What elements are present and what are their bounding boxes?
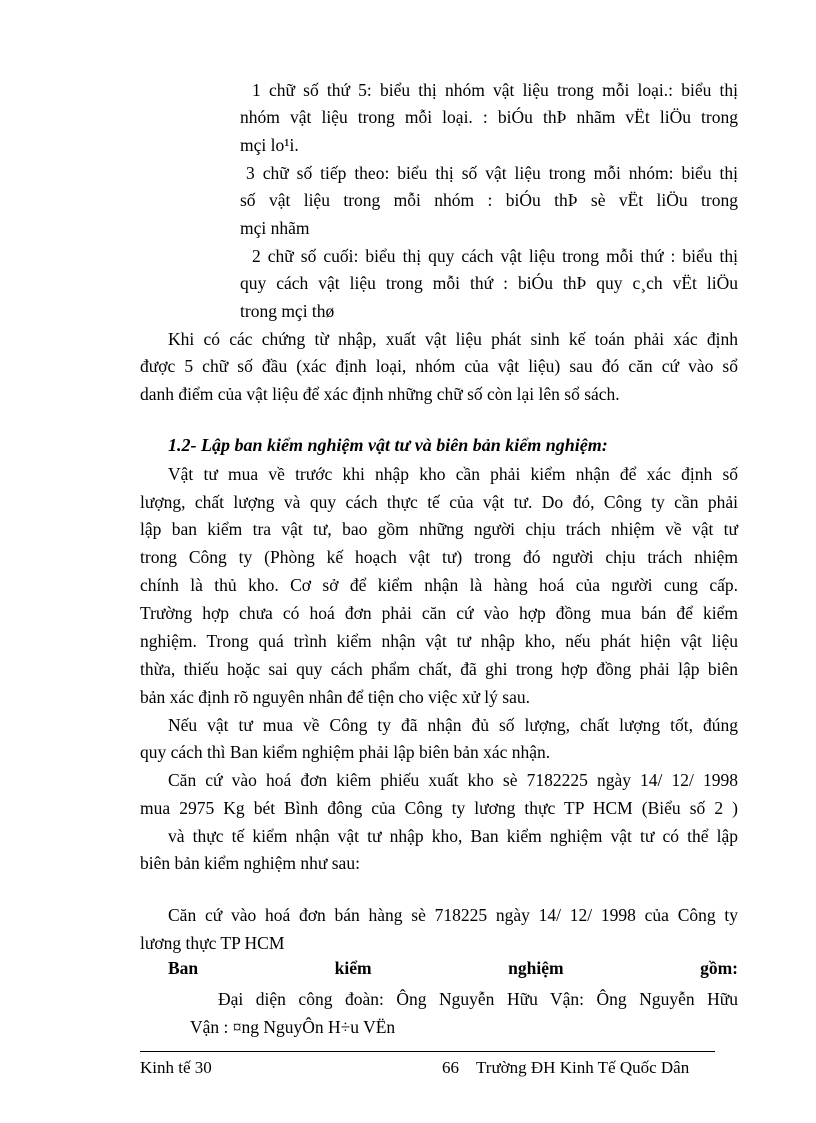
text-line: 2 chữ số cuối: biểu thị quy cách vật liệu trong mỗi thứ : biểu thị xyxy=(252,246,738,266)
text-line: thừa, thiếu hoặc sai quy cách phẩm chất, đã ghi trong hợp đồng phải lập biên xyxy=(140,659,738,679)
text-line: lượng, chất lượng và quy cách thực tế của vật tư. Do đó, Công ty cần phải xyxy=(140,492,738,512)
committee-heading xyxy=(168,957,738,979)
text-line: trong mçi thø xyxy=(240,301,335,321)
text-line: quy cách thì Ban kiểm nghiệm phải lập biên bản xác nhận. xyxy=(140,742,551,762)
text-line: Đại diện công đoàn: Ông Nguyễn Hữu Vận: Ông Nguyễn Hữu xyxy=(218,989,738,1009)
text-line: lương thực TP HCM xyxy=(140,933,285,953)
text-line: Vật tư mua về trước khi nhập kho cần phải kiểm nhận để xác định số xyxy=(168,464,738,484)
committee-word: Ban xyxy=(168,958,199,978)
committee-word: nghiệm xyxy=(508,958,564,978)
text-line: Căn cứ vào hoá đơn kiêm phiếu xuất kho sè 7182225 ngày 14/ 12/ 1998 xyxy=(168,770,738,790)
footer-left: Kinh tế 30 xyxy=(140,1058,212,1077)
text-line: lập ban kiểm tra vật tư, bao gồm những người chịu trách nhiệm về vật tư xyxy=(140,519,738,539)
text-line: biên bản kiểm nghiệm như sau: xyxy=(140,853,360,873)
text-line: nhóm vật liệu trong mỗi loại. : biÓu thÞ nhãm vËt liÖu trong xyxy=(240,107,738,127)
text-line: mua 2975 Kg bét Bình đông của Công ty lương thực TP HCM (Biểu số 2 ) xyxy=(140,798,738,818)
section-heading: 1.2- Lập ban kiểm nghiệm vật tư và biên bản kiểm nghiệm: xyxy=(168,435,608,455)
text-line: 3 chữ số tiếp theo: biểu thị số vật liệu trong mỗi nhóm: biểu thị xyxy=(246,163,738,183)
text-line: Trường hợp chưa có hoá đơn phải căn cứ vào hợp đồng mua bán để kiểm xyxy=(140,603,738,623)
text-line: Vận : ¤ng NguyÔn H÷u VËn xyxy=(190,1017,396,1037)
text-line: chính là thủ kho. Cơ sở để kiểm nhận là hàng hoá của người cung cấp. xyxy=(140,575,738,595)
page-number: 66 xyxy=(442,1058,459,1077)
text-line: Nếu vật tư mua về Công ty đã nhận đủ số lượng, chất lượng tốt, đúng xyxy=(168,715,738,735)
text-line: mçi lo¹i. xyxy=(240,135,299,155)
text-line: 1 chữ số thứ 5: biểu thị nhóm vật liệu trong mỗi loại.: biểu thị xyxy=(252,80,738,100)
text-line: và thực tế kiểm nhận vật tư nhập kho, Ban kiểm nghiệm vật tư có thể lập xyxy=(168,826,738,846)
footer-divider xyxy=(140,1051,715,1052)
text-line: mçi nhãm xyxy=(240,218,310,238)
text-line: bản xác định rõ nguyên nhân để tiện cho việc xử lý sau. xyxy=(140,687,530,707)
committee-word: gồm: xyxy=(700,958,738,978)
text-line: quy cách vật liệu trong mỗi thứ : biÓu thÞ quy c¸ch vËt liÖu xyxy=(240,273,738,293)
text-line: danh điểm của vật liệu để xác định những chữ số còn lại lên sổ sách. xyxy=(140,384,620,404)
committee-word: kiểm xyxy=(334,958,372,978)
text-line: Khi có các chứng từ nhập, xuất vật liệu phát sinh kế toán phải xác định xyxy=(168,329,738,349)
text-line: nghiệm. Trong quá trình kiểm nhận vật tư nhập kho, nếu phát hiện vật liệu xyxy=(140,631,738,651)
text-line: số vật liệu trong mỗi nhóm : biÓu thÞ sè vËt liÖu trong xyxy=(240,190,738,210)
footer-right: Trường ĐH Kinh Tế Quốc Dân xyxy=(476,1058,690,1077)
text-line: được 5 chữ số đầu (xác định loại, nhóm của vật liệu) sau đó căn cứ vào sổ xyxy=(140,356,738,376)
text-line: trong Công ty (Phòng kế hoạch vật tư) trong đó người chịu trách nhiệm xyxy=(140,547,738,567)
text-line: Căn cứ vào hoá đơn bán hàng sè 718225 ngày 14/ 12/ 1998 của Công ty xyxy=(168,905,738,925)
